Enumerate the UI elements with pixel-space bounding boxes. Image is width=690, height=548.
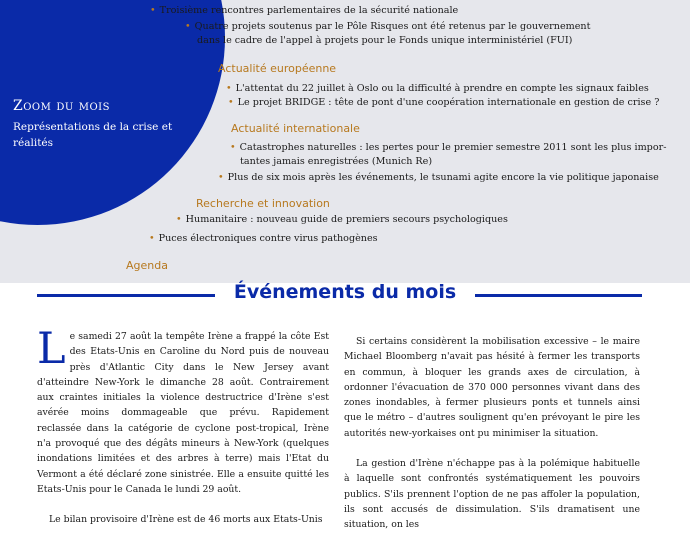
bullet-icon: • <box>149 233 155 244</box>
bullet-icon: • <box>185 21 191 32</box>
article-paragraph: La gestion d'Irène n'échappe pas à la polémique habituelle à laquelle sont confrontés systématiquement les pouvoirs publics. S'ils prennent l'option de ne pas affoler la population, ils sont accusés de dissimulation. S'ils dramatisent une situation, on les <box>344 458 640 531</box>
toc-item[interactable]: • Plus de six mois après les événements, le tsunami agite encore la vie politique japonaise <box>218 172 659 183</box>
toc-item[interactable]: • Troisième rencontres parlementaires de la sécurité nationale <box>150 5 459 16</box>
toc-item[interactable]: • Catastrophes naturelles : les pertes pour le premier semestre 2011 sont les plus impor- <box>230 142 667 153</box>
toc-item[interactable]: • Humanitaire : nouveau guide de premiers secours psychologiques <box>176 214 508 225</box>
article-paragraph: Si certains considèrent la mobilisation excessive – le maire Michael Bloomberg n'avait pas hésité à fermer les transports en commun, à bloquer les grands axes de circulation, à ordonner l'évacuation de 370 000 personnes vivant dans des zones inondables, à fermer plusieurs ponts et tunnels ainsi que le métro – d'autres soulignent qu'en prévoyant le pire les autorités new-yorkaises ont pu minimiser la situation. <box>344 336 640 439</box>
section-rule-left <box>37 294 215 297</box>
toc-item[interactable]: • L'attentat du 22 juillet à Oslo ou la difficulté à prendre en compte les signaux faibles <box>226 83 649 94</box>
bullet-icon: • <box>218 172 224 183</box>
toc-item[interactable]: • Le projet BRIDGE : tête de pont d'une coopération internationale en gestion de crise ? <box>228 97 660 108</box>
section-rule-right <box>475 294 642 297</box>
toc-heading-agenda[interactable]: Agenda <box>126 259 168 272</box>
article-column-1 <box>37 324 329 543</box>
article-column-2 <box>344 334 640 548</box>
bullet-icon: • <box>226 83 232 94</box>
drop-cap: L <box>37 324 66 374</box>
section-title: Événements du mois <box>233 281 457 303</box>
bullet-icon: • <box>230 142 236 153</box>
toc-heading-research[interactable]: Recherche et innovation <box>196 197 330 210</box>
toc-item[interactable]: • Puces électroniques contre virus pathogènes <box>149 233 378 244</box>
zoom-subtitle: Représentations de la crise et réalités <box>13 121 173 149</box>
bullet-icon: • <box>150 5 156 16</box>
toc-heading-international[interactable]: Actualité internationale <box>231 122 360 135</box>
article-paragraph: Le bilan provisoire d'Irène est de 46 morts aux Etats-Unis <box>49 514 323 526</box>
toc-item-continued: tantes jamais enregistrées (Munich Re) <box>240 156 433 167</box>
toc-item[interactable]: • Quatre projets soutenus par le Pôle Risques ont été retenus par le gouvernement <box>185 21 591 32</box>
bullet-icon: • <box>176 214 182 225</box>
toc-item-continued: dans le cadre de l'appel à projets pour le Fonds unique interministériel (FUI) <box>197 35 573 46</box>
toc-heading-europe[interactable]: Actualité européenne <box>218 62 337 75</box>
bullet-icon: • <box>228 97 234 108</box>
article-paragraph: Le samedi 27 août la tempête Irène a frappé la côte Est des Etats-Unis en Caroline du Nord puis de nouveau près d'Atlantic City dans le New Jersey avant d'atteindre New-York le dimanche 28 août. Contrairement aux craintes initiales la violence destructrice d'Irène s'est avérée moins dommageable que prévu. Rapidement reclassée dans la catégorie de cyclone post-tropical, Irène n'a provoqué que des dégâts mineurs à New-York (quelques inondations limitées et des arbres à terre) mais l'Etat du Vermont a été déclaré zone sinistrée. Elle a ensuite quitté les Etats-Unis pour le Canada le lundi 29 août. <box>37 324 329 495</box>
zoom-title: Zoom du mois <box>13 98 110 114</box>
